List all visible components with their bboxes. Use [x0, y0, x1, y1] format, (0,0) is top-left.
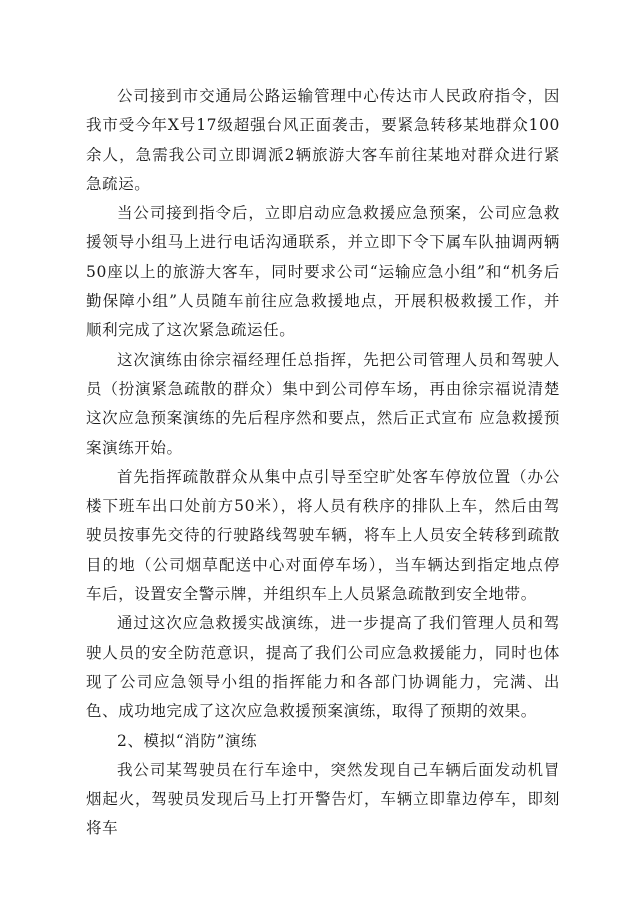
section-heading-fire-drill: 2、模拟“消防”演练: [117, 731, 258, 750]
paragraph-drill-command: 这次演练由徐宗福经理任总指挥，先把公司管理人员和驾驶人员（扮演紧急疏散的群众）集中到公司停车场，再由徐宗福说清楚这次应急预案演练的先后程序然和要点，然后正式宣布 应急救援预案演练开始。: [86, 350, 560, 457]
document-body: [86, 82, 560, 844]
paragraph-evacuation-steps: 首先指挥疏散群众从集中点引导至空旷处客车停放位置（办公楼下班车出口处前方50米），将人员有秩序的排队上车，然后由驾驶员按事先交待的行驶路线驾驶车辆，将车上人员安全转移到疏散目的地（公司烟草配送中心对面停车场），当车辆达到指定地点停车后，设置安全警示牌，并组织车上人员紧急疏散到安全地带。: [86, 467, 560, 604]
paragraph-fire-drill-intro: 我公司某驾驶员在行车途中，突然发现自己车辆后面发动机冒烟起火，驾驶员发现后马上打开警告灯，车辆立即靠边停车，即刻将车: [86, 760, 560, 838]
paragraph-response: 当公司接到指令后，立即启动应急救援应急预案，公司应急救援领导小组马上进行电话沟通联系，并立即下令下属车队抽调两辆50座以上的旅游大客车，同时要求公司“运输应急小组”和“机务后勤保障小组”人员随车前往应急救援地点，开展积极救援工作，并顺利完成了这次紧急疏运任。: [86, 204, 560, 340]
paragraph-emergency-order: 公司接到市交通局公路运输管理中心传达市人民政府指令，因我市受今年X号17级超强台风正面袭击，要紧急转移某地群众100余人，急需我公司立即调派2辆旅游大客车前往某地对群众进行紧急疏运。: [86, 87, 560, 193]
paragraph-drill-result: 通过这次应急救援实战演练，进一步提高了我们管理人员和驾驶人员的安全防范意识，提高了我们公司应急救援能力，同时也体现了公司应急领导小组的指挥能力和各部门协调能力，完满、出色、成功地完成了这次应急救援预案演练，取得了预期的效果。: [86, 614, 560, 721]
